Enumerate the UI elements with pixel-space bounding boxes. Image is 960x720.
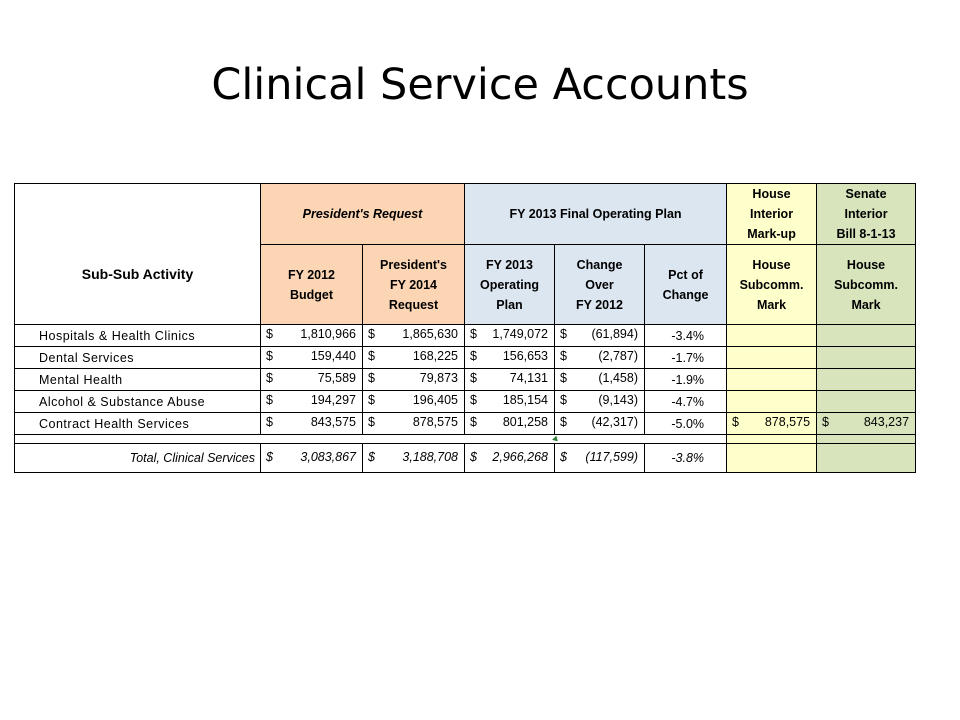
col-header-senate-mark (817, 245, 916, 325)
table-row (15, 325, 916, 347)
cell-pct: -5.0% (645, 413, 727, 435)
table-row (15, 369, 916, 391)
cell-senate-mark (817, 369, 916, 391)
slide-title: Clinical Service Accounts (211, 60, 749, 110)
col-header-house-mark (727, 245, 817, 325)
row-label: Mental Health (15, 369, 261, 391)
total-fy2013: $ 2,966,268 (465, 444, 555, 473)
cell-house-mark: $ 878,575 (727, 413, 817, 435)
total-senate-empty (817, 444, 916, 473)
total-pct: -3.8% (645, 444, 727, 473)
budget-table (14, 183, 916, 473)
total-label: Total, Clinical Services (15, 444, 261, 473)
cell-fy2013: $ 74,131 (465, 369, 555, 391)
cell-senate-mark (817, 325, 916, 347)
col-header-change (555, 245, 645, 325)
col-header-fy2012 (261, 245, 363, 325)
cell-fy2012: $ 843,575 (261, 413, 363, 435)
cell-pct: -1.9% (645, 369, 727, 391)
col-line: FY 2012 (575, 297, 624, 312)
cell-fy2012: $ 194,297 (261, 391, 363, 413)
col-line: Subcomm. (739, 277, 804, 292)
row-label: Hospitals & Health Clinics (15, 325, 261, 347)
group-house-line: Mark-up (747, 227, 796, 241)
cell-fy2014: $ 79,873 (363, 369, 465, 391)
col-line: Plan (496, 297, 523, 312)
cell-change: $ (61,894) (555, 325, 645, 347)
col-line: Mark (851, 297, 881, 312)
total-house-empty (727, 444, 817, 473)
cell-fy2014: $ 168,225 (363, 347, 465, 369)
row-label: Alcohol & Substance Abuse (15, 391, 261, 413)
col-line: Mark (756, 297, 787, 312)
table-row (15, 413, 916, 435)
spacer-row (15, 435, 916, 444)
cell-change: $ (1,458) (555, 369, 645, 391)
cell-fy2012: $ 1,810,966 (261, 325, 363, 347)
cell-senate-mark (817, 391, 916, 413)
row-label: Dental Services (15, 347, 261, 369)
col-line: Operating (479, 277, 540, 292)
row-header-label: Sub-Sub Activity (15, 184, 261, 325)
col-line: President's (380, 257, 447, 272)
group-operating-plan: FY 2013 Final Operating Plan (465, 184, 727, 245)
cell-pct: -4.7% (645, 391, 727, 413)
group-senate-bill (817, 184, 916, 245)
cell-change: $ (9,143) (555, 391, 645, 413)
cell-fy2013: $ 156,653 (465, 347, 555, 369)
col-line: Change (576, 257, 623, 272)
cell-fy2013: $ 1,749,072 (465, 325, 555, 347)
cell-pct: -1.7% (645, 347, 727, 369)
col-line: Request (388, 297, 439, 312)
table-row (15, 391, 916, 413)
group-senate-line: Interior (844, 207, 888, 221)
table-row (15, 347, 916, 369)
cell-fy2012: $ 75,589 (261, 369, 363, 391)
col-line: Change (662, 287, 709, 302)
col-line: FY 2014 (389, 277, 438, 292)
col-line: Subcomm. (834, 277, 898, 292)
cell-change: $ (2,787) (555, 347, 645, 369)
cell-fy2013: $ 801,258 (465, 413, 555, 435)
col-line: Budget (289, 287, 334, 302)
group-house-markup (727, 184, 817, 245)
cell-house-mark (727, 391, 817, 413)
col-line: FY 2012 (287, 267, 336, 282)
cell-house-mark (727, 369, 817, 391)
col-line: Pct of (668, 267, 703, 282)
cell-fy2012: $ 159,440 (261, 347, 363, 369)
col-header-fy2013 (465, 245, 555, 325)
group-senate-line: Senate (845, 187, 887, 201)
total-fy2012: $ 3,083,867 (261, 444, 363, 473)
col-line: Over (585, 277, 614, 292)
cell-house-mark (727, 347, 817, 369)
cell-senate-mark (817, 347, 916, 369)
row-label: Contract Health Services (15, 413, 261, 435)
cell-change: $ (42,317) (555, 413, 645, 435)
cell-fy2014: $ 196,405 (363, 391, 465, 413)
col-line: FY 2013 (485, 257, 534, 272)
col-header-fy2014 (363, 245, 465, 325)
cell-fy2014: $ 1,865,630 (363, 325, 465, 347)
total-fy2014: $ 3,188,708 (363, 444, 465, 473)
cell-fy2013: $ 185,154 (465, 391, 555, 413)
cell-senate-mark: $ 843,237 (817, 413, 916, 435)
group-presidents-request: President's Request (261, 184, 465, 245)
col-line: House (752, 257, 791, 272)
total-row (15, 444, 916, 473)
group-house-line: House (752, 187, 791, 201)
cell-house-mark (727, 325, 817, 347)
group-senate-line: Bill 8-1-13 (836, 227, 896, 241)
col-line: House (846, 257, 886, 272)
group-house-line: Interior (750, 207, 794, 221)
cell-fy2014: $ 878,575 (363, 413, 465, 435)
cell-pct: -3.4% (645, 325, 727, 347)
col-header-pct (645, 245, 727, 325)
total-change: $ (117,599) (555, 444, 645, 473)
